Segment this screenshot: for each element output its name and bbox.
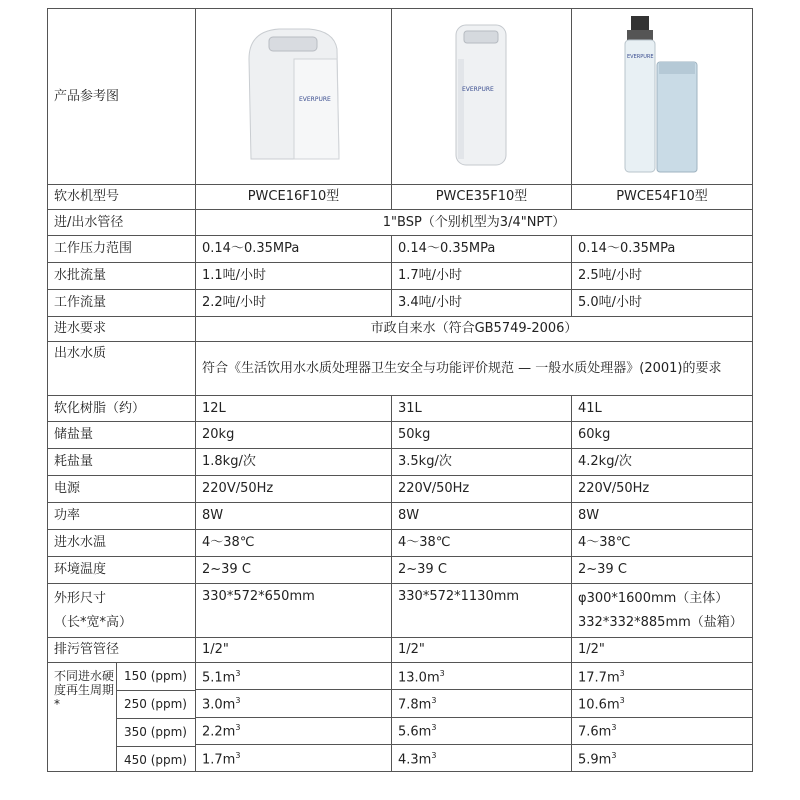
inlet-temp-value-3: 4～38℃ (572, 530, 753, 557)
power-row (48, 503, 753, 530)
inlet-temp-value-2: 4～38℃ (392, 530, 572, 557)
inlet-req-label: 进水要求 (48, 317, 196, 342)
model-row (48, 185, 753, 210)
inlet-req-row (48, 317, 753, 342)
ref-image-label: 产品参考图 (48, 9, 196, 185)
hardness-value-2-2: $7.8m^3$ (392, 690, 572, 717)
pressure-row (48, 236, 753, 263)
pressure-value-3: 0.14～0.35MPa (572, 236, 753, 263)
salt-use-value-2: 3.5kg/次 (392, 449, 572, 476)
drain-value-1: 1/2" (196, 638, 392, 663)
batch-flow-row (48, 263, 753, 290)
softener-large-image (617, 14, 707, 174)
work-flow-value-1: 2.2吨/小时 (196, 290, 392, 317)
size-value-3 (572, 584, 753, 638)
size-value-3-main: φ300*1600mm（主体） (578, 590, 729, 606)
drain-row (48, 638, 753, 663)
product-image-1 (196, 9, 392, 185)
drain-value-3: 1/2" (572, 638, 753, 663)
size-row (48, 584, 753, 638)
inlet-temp-row (48, 530, 753, 557)
product-image-2 (392, 9, 572, 185)
outlet-quality-row (48, 342, 753, 396)
salt-storage-row (48, 422, 753, 449)
power-supply-value-3: 220V/50Hz (572, 476, 753, 503)
hardness-value-4-3: $5.9m^3$ (572, 744, 753, 771)
hardness-value-4-1: $1.7m^3$ (196, 744, 392, 771)
salt-use-row (48, 449, 753, 476)
drain-value-2: 1/2" (392, 638, 572, 663)
product-logo-2: EVERPURE (461, 85, 494, 93)
inlet-req-value: 市政自来水（符合GB5749-2006） (196, 317, 753, 342)
product-logo-1: EVERPURE (298, 95, 331, 103)
pipe-label: 进/出水管径 (48, 210, 196, 236)
size-label-line1: 外形尺寸 (54, 590, 107, 606)
hardness-value-4-2: $4.3m^3$ (392, 744, 572, 771)
size-label-line2: （长*宽*高） (54, 614, 133, 630)
env-temp-value-2: 2~39 C (392, 557, 572, 584)
spec-table (47, 8, 753, 772)
power-value-1: 8W (196, 503, 392, 530)
batch-flow-label: 水批流量 (48, 263, 196, 290)
softener-medium-image (442, 19, 522, 169)
work-flow-value-2: 3.4吨/小时 (392, 290, 572, 317)
size-label (48, 584, 196, 638)
pressure-value-1: 0.14～0.35MPa (196, 236, 392, 263)
hardness-value-3-1: $2.2m^3$ (196, 717, 392, 744)
env-temp-row (48, 557, 753, 584)
power-value-2: 8W (392, 503, 572, 530)
resin-label: 软化树脂（约） (48, 396, 196, 422)
salt-storage-value-3: 60kg (572, 422, 753, 449)
size-value-1: 330*572*650mm (196, 584, 392, 638)
inlet-temp-value-1: 4～38℃ (196, 530, 392, 557)
hardness-label-cell (48, 663, 196, 772)
resin-row (48, 396, 753, 422)
hardness-value-1-1: $5.1m^3$ (196, 663, 392, 690)
power-value-3: 8W (572, 503, 753, 530)
salt-use-value-3: 4.2kg/次 (572, 449, 753, 476)
hardness-value-1-2: $13.0m^3$ (392, 663, 572, 690)
hardness-label: 不同进水硬度再生周期* (54, 669, 115, 711)
hardness-value-3-2: $5.6m^3$ (392, 717, 572, 744)
model-1: PWCE16F10型 (196, 185, 392, 210)
salt-use-value-1: 1.8kg/次 (196, 449, 392, 476)
env-temp-label: 环境温度 (48, 557, 196, 584)
pipe-value: 1"BSP（个别机型为3/4"NPT） (196, 210, 753, 236)
hardness-value-2-1: $3.0m^3$ (196, 690, 392, 717)
power-supply-label: 电源 (48, 476, 196, 503)
drain-label: 排污管管径 (48, 638, 196, 663)
salt-use-label: 耗盐量 (48, 449, 196, 476)
model-2: PWCE35F10型 (392, 185, 572, 210)
power-supply-value-1: 220V/50Hz (196, 476, 392, 503)
power-supply-value-2: 220V/50Hz (392, 476, 572, 503)
batch-flow-value-1: 1.1吨/小时 (196, 263, 392, 290)
pressure-label: 工作压力范围 (48, 236, 196, 263)
ppm-label-2: 250 (ppm) (117, 691, 195, 719)
power-supply-row (48, 476, 753, 503)
hardness-row-1 (48, 663, 753, 690)
resin-value-3: 41L (572, 396, 753, 422)
ppm-label-3: 350 (ppm) (117, 719, 195, 747)
size-value-2: 330*572*1130mm (392, 584, 572, 638)
product-logo-3: EVERPURE (627, 53, 654, 60)
size-value-3-salt: 332*332*885mm（盐箱） (578, 614, 743, 630)
work-flow-label: 工作流量 (48, 290, 196, 317)
work-flow-row (48, 290, 753, 317)
product-image-row (48, 9, 753, 185)
ppm-label-4: 450 (ppm) (123, 753, 187, 767)
env-temp-value-3: 2~39 C (572, 557, 753, 584)
ppm-list (116, 663, 195, 771)
hardness-value-1-3: $17.7m^3$ (572, 663, 753, 690)
batch-flow-value-2: 1.7吨/小时 (392, 263, 572, 290)
pressure-value-2: 0.14～0.35MPa (392, 236, 572, 263)
power-label: 功率 (48, 503, 196, 530)
ppm-label-1: 150 (ppm) (117, 663, 195, 691)
salt-storage-value-1: 20kg (196, 422, 392, 449)
work-flow-value-3: 5.0吨/小时 (572, 290, 753, 317)
salt-storage-value-2: 50kg (392, 422, 572, 449)
outlet-quality-label: 出水水质 (48, 342, 196, 396)
softener-small-image (239, 19, 349, 169)
model-3: PWCE54F10型 (572, 185, 753, 210)
outlet-quality-value: 符合《生活饮用水水质处理器卫生安全与功能评价规范 — 一般水质处理器》(2001)的要求 (196, 342, 753, 396)
salt-storage-label: 储盐量 (48, 422, 196, 449)
resin-value-2: 31L (392, 396, 572, 422)
inlet-temp-label: 进水水温 (48, 530, 196, 557)
model-label: 软水机型号 (48, 185, 196, 210)
resin-value-1: 12L (196, 396, 392, 422)
env-temp-value-1: 2~39 C (196, 557, 392, 584)
batch-flow-value-3: 2.5吨/小时 (572, 263, 753, 290)
hardness-value-2-3: $10.6m^3$ (572, 690, 753, 717)
product-image-3 (572, 9, 753, 185)
hardness-value-3-3: $7.6m^3$ (572, 717, 753, 744)
pipe-row (48, 210, 753, 236)
